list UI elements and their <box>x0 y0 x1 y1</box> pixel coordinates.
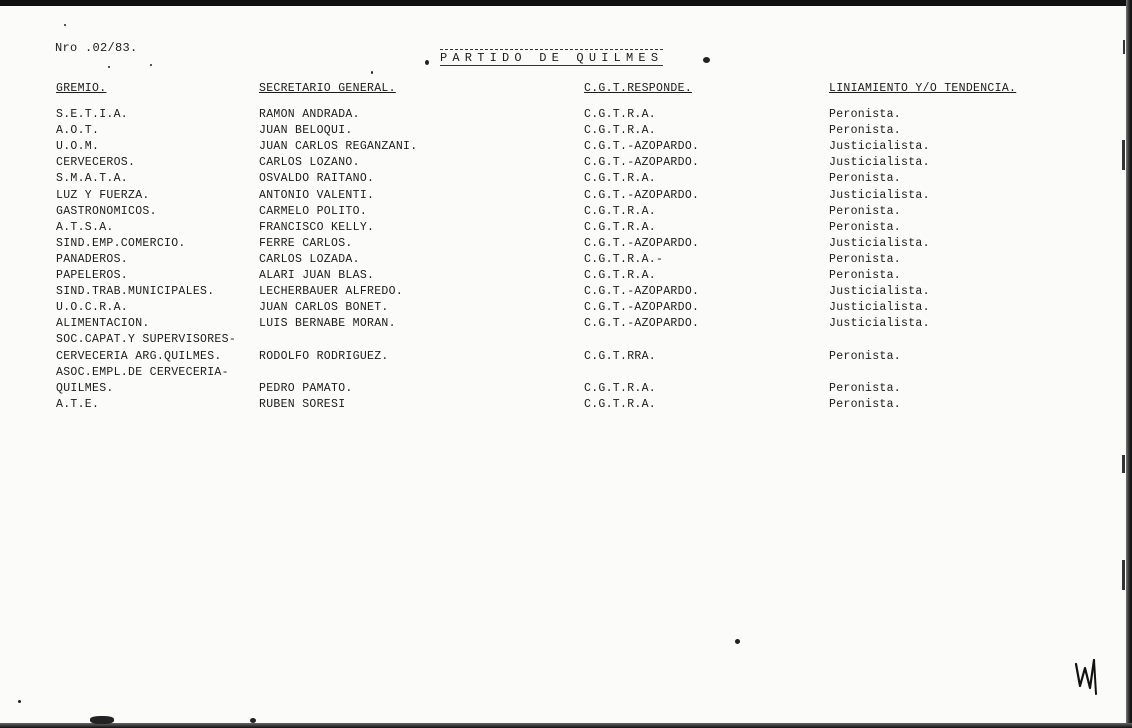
cell-tendencia: Peronista. <box>829 349 902 363</box>
cell-gremio: SIND.TRAB.MUNICIPALES. <box>56 285 215 299</box>
cell-tendencia: Peronista. <box>829 220 902 234</box>
table-row <box>0 381 1132 397</box>
cell-tendencia: Peronista. <box>829 252 902 266</box>
cell-gremio: S.M.A.T.A. <box>56 172 129 186</box>
cell-secretario: CARMELO POLITO. <box>259 204 368 218</box>
cell-gremio: ASOC.EMPL.DE CERVECERIA- <box>56 365 229 379</box>
cell-cgt: C.G.T.-AZOPARDO. <box>584 156 700 170</box>
cell-cgt: C.G.T.-AZOPARDO. <box>584 301 700 315</box>
cell-secretario: CARLOS LOZADA. <box>259 252 360 266</box>
cell-cgt: C.G.T.-AZOPARDO. <box>584 140 700 154</box>
cell-cgt: C.G.T.-AZOPARDO. <box>584 236 700 250</box>
table-row <box>0 365 1132 381</box>
cell-cgt: C.G.T.R.A. <box>584 269 657 282</box>
table-row <box>0 268 1132 284</box>
cell-secretario: ANTONIO VALENTI. <box>259 188 375 202</box>
cell-gremio: PAPELEROS. <box>56 269 129 282</box>
cell-secretario: LUIS BERNABE MORAN. <box>259 317 396 331</box>
cell-secretario: JUAN CARLOS REGANZANI. <box>259 140 418 154</box>
table-row <box>0 123 1132 139</box>
cell-gremio: A.T.S.A. <box>56 220 114 234</box>
table-row <box>0 139 1132 155</box>
cell-secretario: RAMON ANDRADA. <box>259 108 360 121</box>
table-row <box>0 220 1132 236</box>
cell-secretario: ALARI JUAN BLAS. <box>259 269 375 282</box>
scan-speck <box>90 716 114 724</box>
cell-cgt: C.G.T.R.A. <box>584 381 657 395</box>
table-row <box>0 252 1132 268</box>
cell-gremio: PANADEROS. <box>56 252 129 266</box>
cell-secretario: LECHERBAUER ALFREDO. <box>259 285 404 299</box>
document-title: PARTIDO DE QUILMES <box>440 51 664 65</box>
table-row <box>0 236 1132 252</box>
scan-edge-mark <box>1123 40 1125 54</box>
cell-secretario: FERRE CARLOS. <box>259 236 353 250</box>
cell-tendencia: Peronista. <box>829 172 902 186</box>
cell-cgt: C.G.T.R.A. <box>584 108 657 121</box>
cell-gremio: SIND.EMP.COMERCIO. <box>56 236 186 250</box>
cell-gremio: ALIMENTACION. <box>56 317 150 331</box>
table-row <box>0 107 1132 123</box>
scan-speck <box>64 24 66 26</box>
table-row <box>0 155 1132 171</box>
table-row <box>0 397 1132 413</box>
scan-speck <box>108 66 110 68</box>
cell-tendencia: Peronista. <box>829 124 902 138</box>
cell-tendencia: Peronista. <box>829 204 902 218</box>
cell-secretario: JUAN CARLOS BONET. <box>259 301 389 315</box>
table-row <box>0 316 1132 332</box>
cell-tendencia: Justicialista. <box>829 317 930 331</box>
scan-edge-mark <box>1122 140 1125 170</box>
cell-tendencia: Justicialista. <box>829 140 930 154</box>
scan-speck <box>250 718 256 723</box>
scan-speck <box>735 639 740 644</box>
cell-secretario: JUAN BELOQUI. <box>259 124 353 138</box>
scan-speck <box>18 700 21 703</box>
table-row <box>0 204 1132 220</box>
scan-edge-top <box>0 0 1132 6</box>
cell-cgt: C.G.T.R.A.- <box>584 252 664 266</box>
handwritten-mark-icon <box>1072 656 1112 700</box>
cell-cgt: C.G.T.RRA. <box>584 349 657 363</box>
cell-secretario: FRANCISCO KELLY. <box>259 220 375 234</box>
cell-gremio: QUILMES. <box>56 381 114 395</box>
cell-secretario: RUBEN SORESI <box>259 397 346 411</box>
cell-gremio: GASTRONOMICOS. <box>56 204 157 218</box>
cell-tendencia: Justicialista. <box>829 301 930 315</box>
scan-edge-mark <box>1122 560 1125 590</box>
cell-gremio: CERVECERIA ARG.QUILMES. <box>56 349 222 363</box>
table-row <box>0 284 1132 300</box>
cell-cgt: C.G.T.R.A. <box>584 220 657 234</box>
cell-gremio: U.O.M. <box>56 140 100 154</box>
table-row <box>0 188 1132 204</box>
cell-gremio: S.E.T.I.A. <box>56 108 129 121</box>
cell-gremio: CERVECEROS. <box>56 156 136 170</box>
table-row <box>0 349 1132 365</box>
cell-tendencia: Peronista. <box>829 397 902 411</box>
scan-speck <box>703 57 710 63</box>
header-cgt: C.G.T.RESPONDE. <box>584 82 693 95</box>
cell-cgt: C.G.T.R.A. <box>584 397 657 411</box>
cell-cgt: C.G.T.-AZOPARDO. <box>584 317 700 331</box>
header-tendencia: LINIAMIENTO Y/O TENDENCIA. <box>829 82 1017 95</box>
cell-secretario: CARLOS LOZANO. <box>259 156 360 170</box>
cell-tendencia: Peronista. <box>829 269 902 282</box>
cell-gremio: SOC.CAPAT.Y SUPERVISORES- <box>56 333 237 347</box>
table-row <box>0 300 1132 316</box>
cell-secretario: PEDRO PAMATO. <box>259 381 353 395</box>
cell-cgt: C.G.T.-AZOPARDO. <box>584 285 700 299</box>
scan-edge-bottom <box>0 723 1132 728</box>
cell-tendencia: Justicialista. <box>829 156 930 170</box>
cell-cgt: C.G.T.R.A. <box>584 204 657 218</box>
document-number: Nro .02/83. <box>55 41 138 55</box>
cell-gremio: LUZ Y FUERZA. <box>56 188 150 202</box>
cell-gremio: A.T.E. <box>56 397 100 411</box>
cell-cgt: C.G.T.R.A. <box>584 172 657 186</box>
cell-gremio: U.O.C.R.A. <box>56 301 129 315</box>
cell-cgt: C.G.T.R.A. <box>584 124 657 138</box>
scan-speck <box>425 60 429 65</box>
cell-tendencia: Justicialista. <box>829 188 930 202</box>
table-row <box>0 332 1132 348</box>
cell-tendencia: Justicialista. <box>829 236 930 250</box>
cell-gremio: A.O.T. <box>56 124 100 138</box>
header-gremio: GREMIO. <box>56 82 107 95</box>
cell-tendencia: Peronista. <box>829 381 902 395</box>
scan-edge-mark <box>1122 455 1125 473</box>
header-secretario: SECRETARIO GENERAL. <box>259 82 396 95</box>
cell-tendencia: Peronista. <box>829 108 902 121</box>
cell-secretario: RODOLFO RODRIGUEZ. <box>259 349 389 363</box>
cell-secretario: OSVALDO RAITANO. <box>259 172 375 186</box>
scan-speck <box>150 64 152 66</box>
table-row <box>0 171 1132 187</box>
cell-tendencia: Justicialista. <box>829 285 930 299</box>
scan-speck <box>371 71 373 74</box>
cell-cgt: C.G.T.-AZOPARDO. <box>584 188 700 202</box>
